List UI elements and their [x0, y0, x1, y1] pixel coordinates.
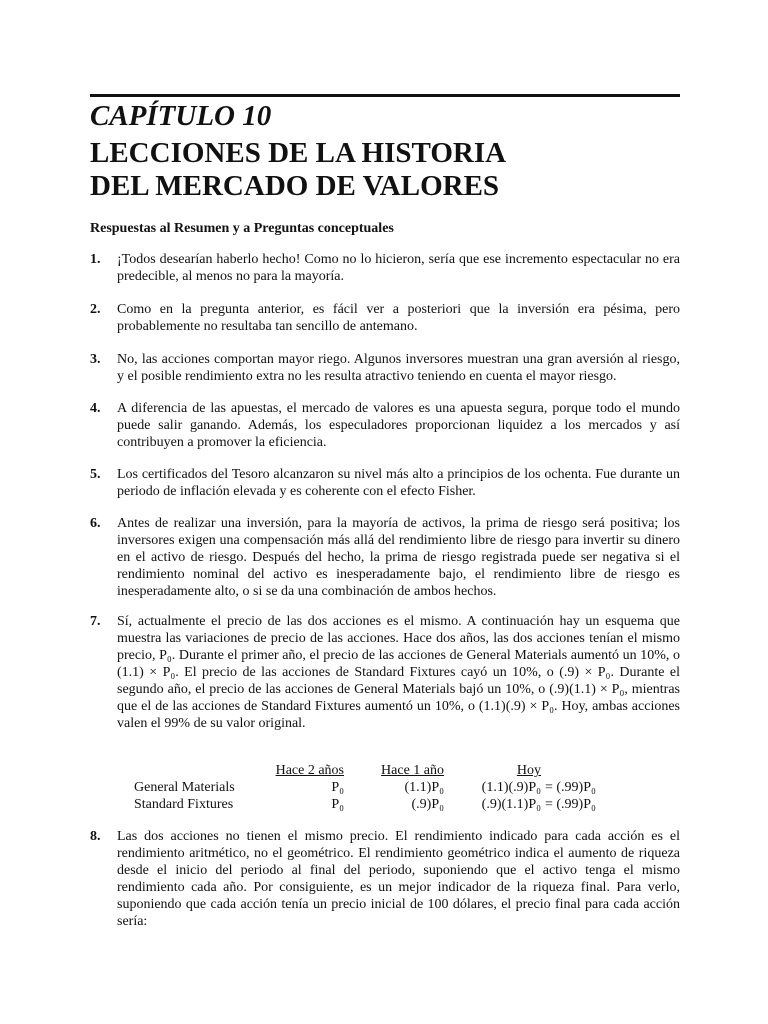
table-header-cell	[444, 762, 541, 779]
answer-item-6	[90, 515, 680, 600]
answer-text: No, las acciones comportan mayor riego. Algunos inversores muestran una gran aversión al riesgo, y el posible rendimiento extra no les resulta atractivo teniendo en cuenta el mayor riesgo.	[117, 352, 680, 384]
section-subtitle: Respuestas al Resumen y a Preguntas conceptuales	[90, 221, 394, 236]
chapter-title-line-1: LECCIONES DE LA HISTORIA	[90, 137, 507, 169]
answer-number: 4.	[90, 401, 101, 416]
answer-item-4	[90, 400, 680, 451]
table-cell: General Materials	[134, 780, 235, 795]
answer-text: ¡Todos desearían haberlo hecho! Como no lo hicieron, sería que ese incremento espectacular no era predecible, al menos no para la mayoría.	[117, 252, 680, 284]
answer-text: A diferencia de las apuestas, el mercado de valores es una apuesta segura, porque todo el mundo puede salir ganando. Además, los especuladores proporcionan liquidez a los mercados y así contribuyen a promover la eficiencia.	[117, 401, 680, 450]
chapter-label: CAPÍTULO 10	[90, 100, 272, 132]
table-cell: Standard Fixtures	[134, 797, 234, 812]
table-header-cell	[274, 762, 344, 779]
table-cell: (1.1)(.9)P₀	[481, 780, 541, 795]
table-header-cell	[344, 762, 444, 779]
answer-number: 5.	[90, 467, 101, 482]
answer-text: Sí, actualmente el precio de las dos acciones es el mismo. A continuación hay un esquema que muestra las variaciones de precio de las acciones. Hace dos años, las dos acciones tenían el mismo precio, P₀. Durante el primer año, el precio de las acciones de General Materials aumentó un 10%, o (1.1) × P₀. El precio de las acciones de Standard Fixtures cayó un 10%, o (.9) × P₀. Durante el segundo año, el precio de las acciones de General Materials bajó un 10%, o (.9)(1.1) × P₀, mientras que el de las acciones de Standard Fixtures aumentó un 10%, o (1.1)(.9) × P₀. Hoy, ambas acciones valen el 99% de su valor original.	[117, 614, 680, 731]
answer-text: Antes de realizar una inversión, para la mayoría de activos, la prima de riesgo será positiva; los inversores exigen una compensación más allá del rendimiento libre de riesgo para invertir su dinero en el activo de riesgo. Después del hecho, la prima de riesgo registrada puede ser negativa si el rendimiento nominal del activo es inesperadamente bajo, el rendimiento libre de riesgo es inesperadamente alto, o si se da una combinación de ambos hechos.	[117, 516, 680, 599]
table-header-cell	[541, 762, 611, 779]
answer-item-2	[90, 301, 680, 335]
chapter-title	[90, 137, 506, 203]
answer-item-3	[90, 351, 680, 385]
answer-number: 3.	[90, 352, 101, 367]
table-row	[134, 796, 611, 813]
table-header-row	[134, 762, 611, 779]
table-cell: (.9)(1.1)P₀	[481, 797, 541, 812]
answer-text: Las dos acciones no tienen el mismo precio. El rendimiento indicado para cada acción es el rendimiento aritmético, no el geométrico. El rendimiento geométrico indica el aumento de riqueza desde el inicio del periodo al final del periodo, suponiendo que el activo tenga el mismo rendimiento cada año. Por consiguiente, es un mejor indicador de la riqueza final. Para verlo, suponiendo que cada acción tenía un precio inicial de 100 dólares, el precio final para cada acción sería:	[117, 829, 680, 929]
answer-number: 7.	[90, 614, 101, 629]
answer-item-1	[90, 251, 680, 285]
chapter-title-line-2: DEL MERCADO DE VALORES	[90, 170, 500, 202]
answer-number: 8.	[90, 829, 101, 844]
answer-text: Como en la pregunta anterior, es fácil ver a posteriori que la inversión era pésima, pero probablemente no resultaba tan sencillo de antemano.	[117, 302, 680, 334]
table-cell: (.9)P₀	[411, 797, 444, 812]
table-cell: = (.99)P₀	[545, 780, 596, 795]
table-cell: (1.1)P₀	[404, 780, 444, 795]
answer-item-5	[90, 466, 680, 500]
table-header-label: Hace 2 años	[275, 763, 344, 778]
answer-number: 2.	[90, 302, 101, 317]
table-cell: = (.99)P₀	[545, 797, 596, 812]
table-row	[134, 779, 611, 796]
price-variation-table	[134, 762, 611, 813]
table-header-label: Hace 1 año	[381, 763, 444, 778]
answer-number: 1.	[90, 252, 101, 267]
table-header-cell	[134, 762, 274, 779]
chapter-top-rule	[90, 94, 680, 97]
table-cell: P₀	[331, 797, 344, 812]
table-cell: P₀	[331, 780, 344, 795]
table-header-label: Hoy	[516, 763, 541, 778]
answer-item-8	[90, 828, 680, 930]
answer-text: Los certificados del Tesoro alcanzaron su nivel más alto a principios de los ochenta. Fue durante un periodo de inflación elevada y es coherente con el efecto Fisher.	[117, 467, 680, 499]
answer-number: 6.	[90, 516, 101, 531]
answer-item-7	[90, 613, 680, 732]
